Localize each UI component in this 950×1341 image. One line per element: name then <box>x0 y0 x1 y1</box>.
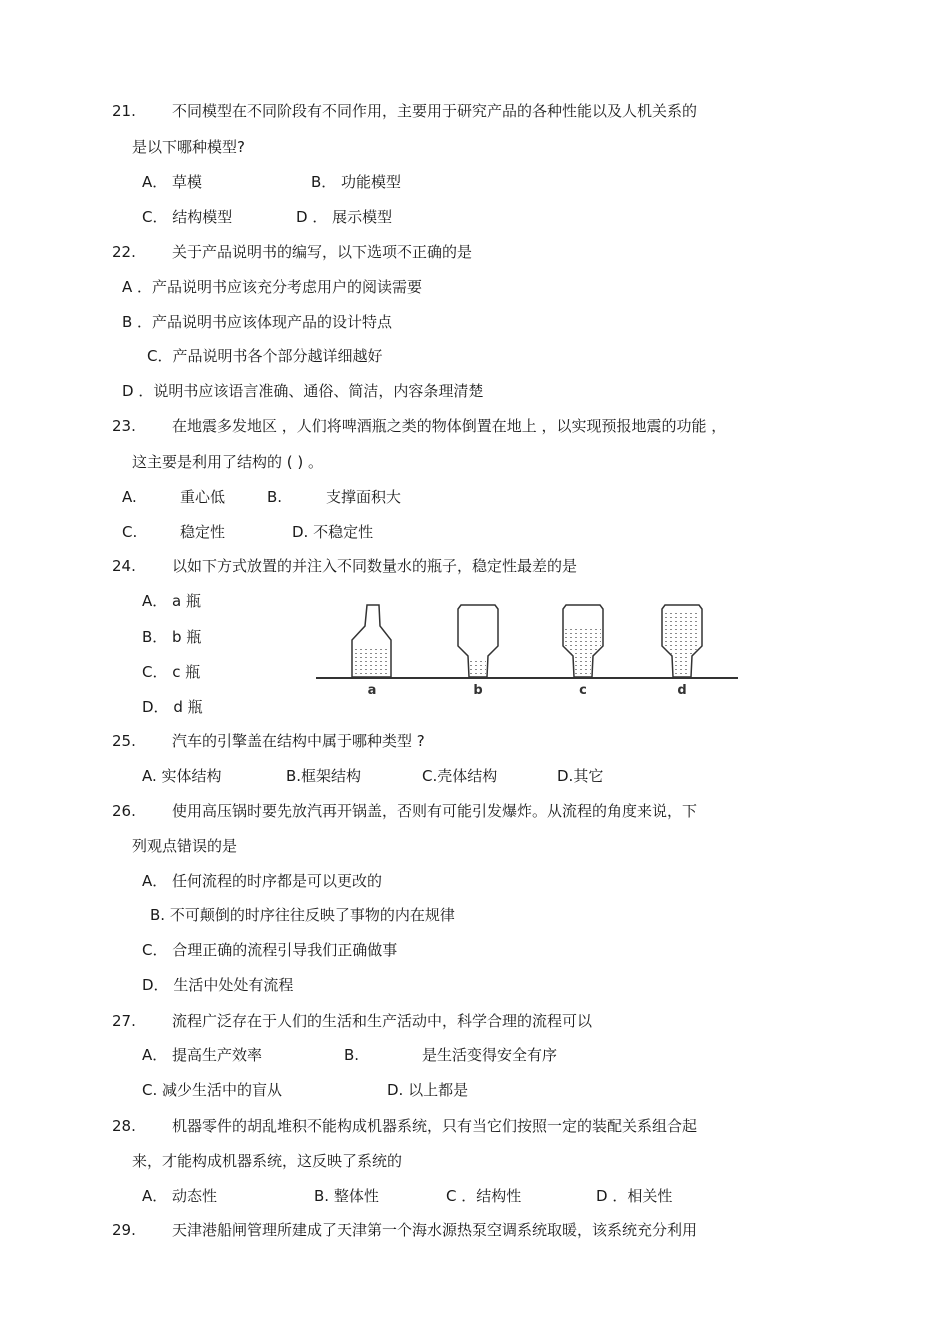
water-a <box>354 648 389 676</box>
question-text: 在地震多发地区 ，人们将啤酒瓶之类的物体倒置在地上 ，以实现预报地震的功能 ， <box>172 417 727 435</box>
question-text: 关于产品说明书的编写，以下选项不正确的是 <box>172 243 473 261</box>
question-number: 21. <box>112 102 136 120</box>
option-a: A. 实体结构 <box>142 767 222 785</box>
question-number: 22. <box>112 243 136 261</box>
option-a: A． 草模 <box>142 173 203 191</box>
option-b-text: 是生活变得安全有序 <box>422 1046 558 1064</box>
option-b-letter: B. <box>344 1046 360 1064</box>
option-c: C． c 瓶 <box>142 663 201 681</box>
option-c-text: 稳定性 <box>180 523 226 541</box>
option-b: B． b 瓶 <box>142 628 202 646</box>
water-c-body <box>565 626 601 646</box>
option-d: D ． 展示模型 <box>296 208 393 226</box>
option-c: C ．结构性 <box>446 1187 522 1205</box>
option-b: B． 功能模型 <box>311 173 402 191</box>
label-a: a <box>367 683 377 698</box>
question-number: 27. <box>112 1012 136 1030</box>
question-text: 流程广泛存在于人们的生活和生产活动中，科学合理的流程可以 <box>172 1012 593 1030</box>
option-b: B. 整体性 <box>314 1187 379 1205</box>
bottles-figure <box>315 600 745 700</box>
option-a-text: 重心低 <box>180 488 226 506</box>
question-text: 不同模型在不同阶段有不同作用，主要用于研究产品的各种性能以及人机关系的 <box>172 102 698 120</box>
question-text: 以如下方式放置的并注入不同数量水的瓶子，稳定性最差的是 <box>172 557 578 575</box>
question-number: 25. <box>112 732 136 750</box>
option-d: D． 生活中处处有流程 <box>142 976 294 994</box>
option-a: A． 动态性 <box>142 1187 218 1205</box>
question-number: 26. <box>112 802 136 820</box>
water-d-body <box>664 610 700 646</box>
option-b-letter: B. <box>267 488 283 506</box>
option-b: B ．产品说明书应该体现产品的设计特点 <box>122 313 393 331</box>
option-d: D ．说明书应该语言准确、通俗、简洁，内容条理清楚 <box>122 382 484 400</box>
option-d: D ．相关性 <box>596 1187 673 1205</box>
option-b: B. 不可颠倒的时序往往反映了事物的内在规律 <box>150 906 455 924</box>
option-b-text: 支撑面积大 <box>326 488 402 506</box>
option-c: C. 减少生活中的盲从 <box>142 1081 283 1099</box>
option-c: C.壳体结构 <box>422 767 498 785</box>
question-text-continued: 这主要是利用了结构的 ( ) 。 <box>132 453 324 471</box>
option-a: A． a 瓶 <box>142 592 201 610</box>
water-b <box>470 658 486 676</box>
option-d: D.其它 <box>557 767 604 785</box>
bottle-a <box>352 605 391 677</box>
option-c-letter: C. <box>122 523 138 541</box>
option-c: C． 合理正确的流程引导我们正确做事 <box>142 941 398 959</box>
label-d: d <box>677 683 687 698</box>
option-d: D． d 瓶 <box>142 698 203 716</box>
option-d: D. 不稳定性 <box>292 523 374 541</box>
option-c: C． 结构模型 <box>142 208 233 226</box>
label-c: c <box>579 683 587 698</box>
option-c: C．产品说明书各个部分越详细越好 <box>147 347 383 365</box>
question-number: 24. <box>112 557 136 575</box>
question-text-continued: 来，才能构成机器系统，这反映了系统的 <box>132 1152 403 1170</box>
option-d: D. 以上都是 <box>387 1081 469 1099</box>
option-a-letter: A. <box>122 488 137 506</box>
question-number: 23. <box>112 417 136 435</box>
question-text: 使用高压锅时要先放汽再开锅盖，否则有可能引发爆炸。从流程的角度来说，下 <box>172 802 698 820</box>
option-a: A． 提高生产效率 <box>142 1046 263 1064</box>
bottle-c <box>563 605 603 677</box>
label-b: b <box>473 683 483 698</box>
question-text: 汽车的引擎盖在结构中属于哪种类型 ? <box>172 732 425 750</box>
question-text-continued: 是以下哪种模型? <box>132 138 245 156</box>
option-a: A ．产品说明书应该充分考虑用户的阅读需要 <box>122 278 423 296</box>
question-number: 29. <box>112 1221 136 1239</box>
question-text-continued: 列观点错误的是 <box>132 837 238 855</box>
bottle-b <box>458 605 498 677</box>
question-number: 28. <box>112 1117 136 1135</box>
bottle-d <box>662 605 702 677</box>
question-text: 机器零件的胡乱堆积不能构成机器系统，只有当它们按照一定的装配关系组合起 <box>172 1117 698 1135</box>
option-a: A． 任何流程的时序都是可以更改的 <box>142 872 383 890</box>
question-text: 天津港船闸管理所建成了天津第一个海水源热泵空调系统取暖，该系统充分利用 <box>172 1221 698 1239</box>
option-b: B.框架结构 <box>286 767 362 785</box>
